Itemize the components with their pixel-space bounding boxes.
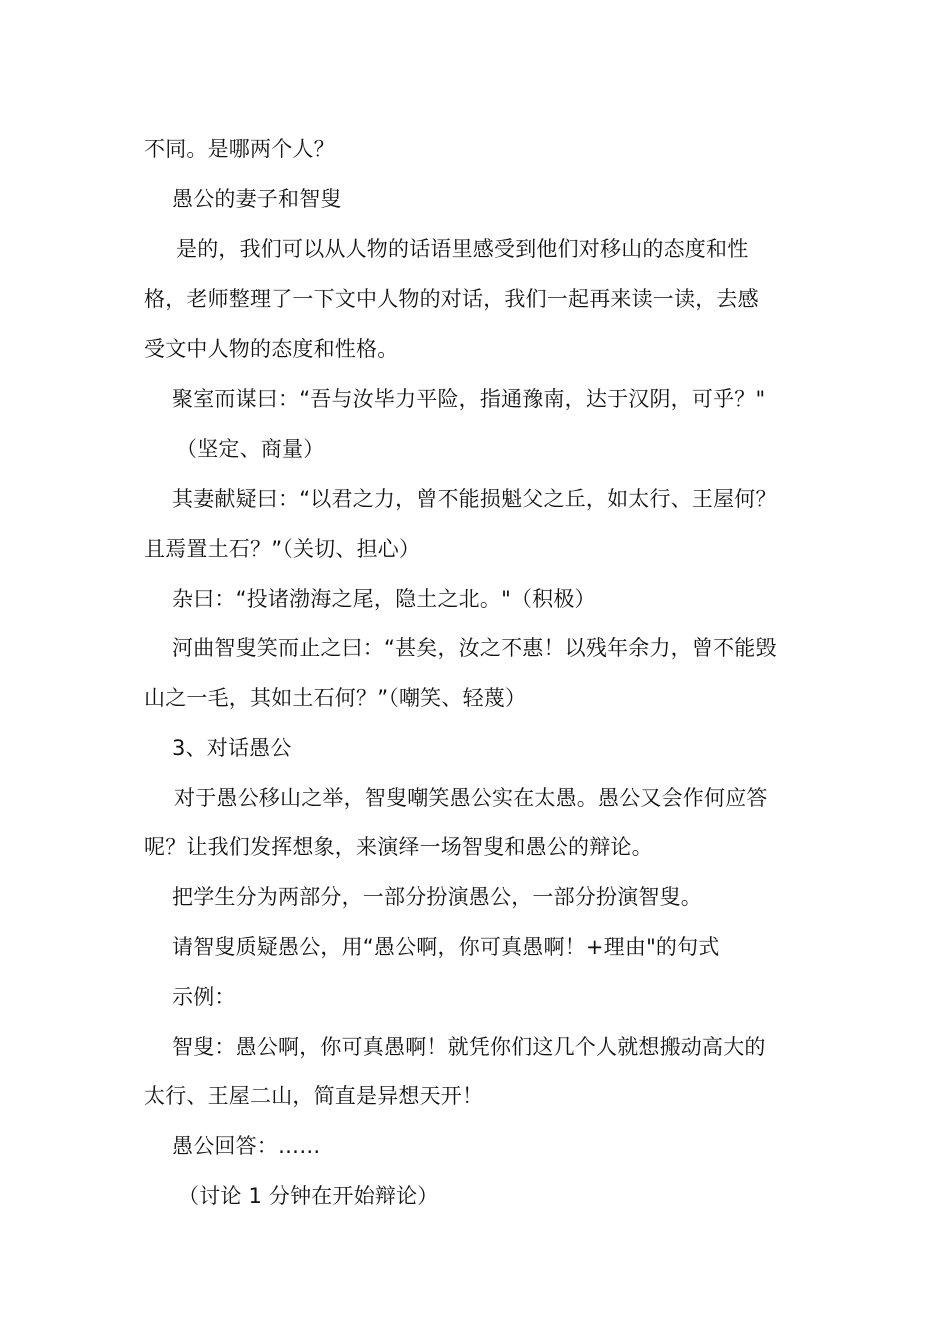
text-line: 山之一毛，其如土石何？”（嘲笑、轻蔑） <box>144 686 527 710</box>
text-line: 河曲智叟笑而止之曰：“甚矣，汝之不惠！以残年余力，曾不能毁 <box>172 636 777 660</box>
text-line: 示例： <box>172 985 236 1009</box>
text-line: （讨论 1 分钟在开始辩论） <box>178 1184 439 1208</box>
text-line: 是的，我们可以从人物的话语里感受到他们对移山的态度和性 <box>176 237 749 261</box>
text-line: 把学生分为两部分，一部分扮演愚公，一部分扮演智叟。 <box>172 885 702 909</box>
text-line: 且焉置土石？”（关切、担心） <box>144 537 421 561</box>
text-line: 请智叟质疑愚公，用“愚公啊，你可真愚啊！+理由"的句式 <box>172 935 720 959</box>
text-line: 呢？让我们发挥想象，来演绎一场智叟和愚公的辩论。 <box>144 835 653 859</box>
text-line: 愚公的妻子和智叟 <box>172 187 342 211</box>
text-line: 聚室而谋曰：“吾与汝毕力平险，指通豫南，达于汉阴，可乎？" <box>172 387 766 411</box>
text-line: 智叟：愚公啊，你可真愚啊！就凭你们这几个人就想搬动高大的 <box>172 1035 766 1059</box>
text-line: （坚定、商量） <box>176 437 325 461</box>
text-line: 愚公回答：…… <box>172 1134 321 1158</box>
section-heading: 3、对话愚公 <box>172 736 292 760</box>
text-line: 太行、王屋二山，简直是异想天开！ <box>144 1084 484 1108</box>
text-line: 其妻献疑曰：“以君之力，曾不能损魁父之丘，如太行、王屋何？ <box>172 487 777 511</box>
text-line: 不同。是哪两个人？ <box>144 137 335 161</box>
text-line: 格，老师整理了一下文中人物的对话，我们一起再来读一读，去感 <box>144 287 759 311</box>
text-line: 杂曰：“投诸渤海之尾，隐土之北。"（积极） <box>172 587 596 611</box>
text-line: 对于愚公移山之举，智叟嘲笑愚公实在太愚。愚公又会作何应答 <box>174 786 768 810</box>
text-line: 受文中人物的态度和性格。 <box>144 337 399 361</box>
